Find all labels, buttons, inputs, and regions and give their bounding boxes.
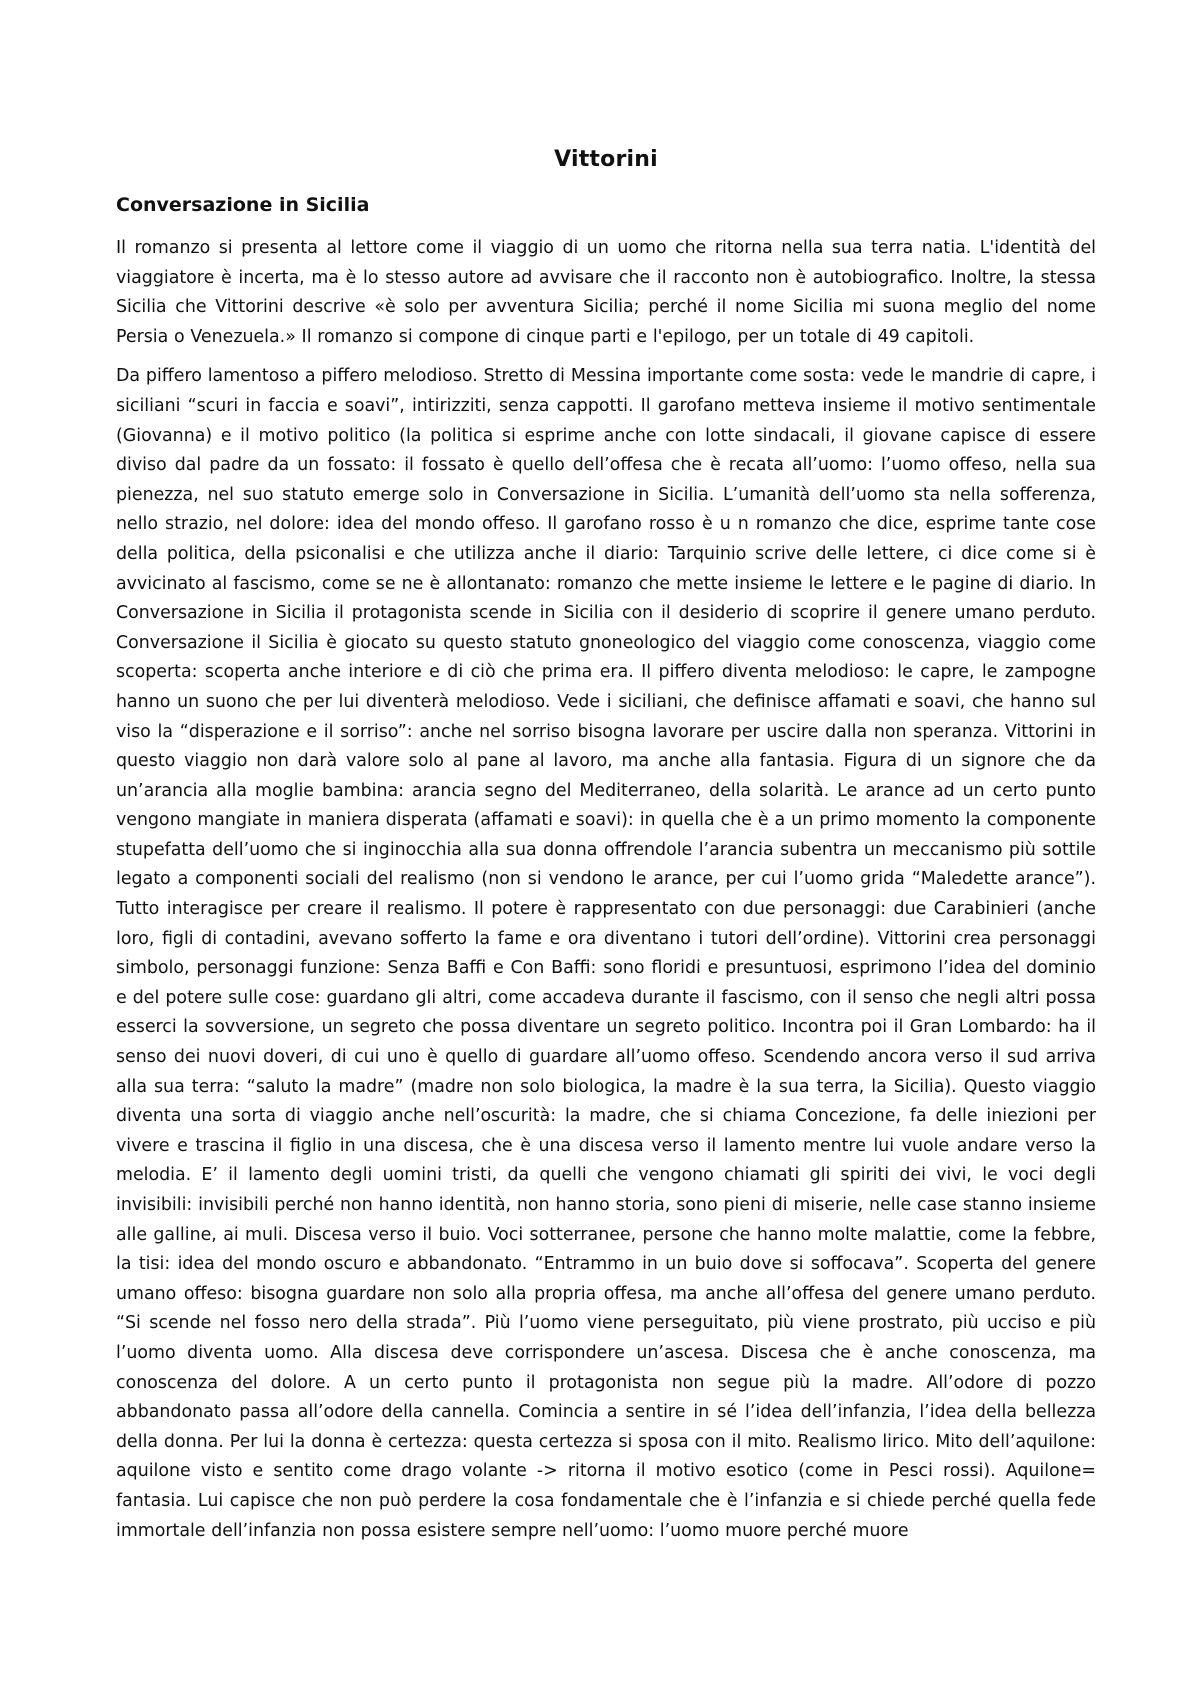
paragraph-intro: Il romanzo si presenta al lettore come il viaggio di un uomo che ritorna nella sua terra natia. L'identità del viaggiatore è incerta, ma è lo stesso autore ad avvisare che il racconto non è autobiografico. Inoltre, la stessa Sicilia che Vittorini descrive «è solo per avventura Sicilia; perché il nome Sicilia mi suona meglio del nome Persia o Venezuela.» Il romanzo si compone di cinque parti e l'epilogo, per un totale di 49 capitoli.: [116, 238, 1096, 347]
paragraph-main: Da piffero lamentoso a piffero melodioso. Stretto di Messina importante come sosta: vede le mandrie di capre, i siciliani “scuri in faccia e soavi”, intirizziti, senza cappotti. Il garofano metteva insieme il motivo sentimentale (Giovanna) e il motivo politico (la politica si esprime anche con lotte sindacali, il giovane capisce di essere diviso dal padre da un fossato: il fossato è quello dell’offesa che è recata all’uomo: l’uomo offeso, nella sua pienezza, nel suo statuto emerge solo in Conversazione in Sicilia. L’umanità dell’uomo sta nella sofferenza, nello strazio, nel dolore: idea del mondo offeso. Il garofano rosso è u n romanzo che dice, esprime tante cose della politica, della psiconalisi e che utilizza anche il diario: Tarquinio scrive delle lettere, ci dice come si è avvicinato al fascismo, come se ne è allontanato: romanzo che mette insieme le lettere e le pagine di diario. In Conversazione in Sicilia il protagonista scende in Sicilia con il desiderio di scoprire il genere umano perduto. Conversazione il Sicilia è giocato su questo statuto gnoneologico del viaggio come conoscenza, viaggio come scoperta: scoperta anche interiore e di ciò che prima era. Il piffero diventa melodioso: le capre, le zampogne hanno un suono che per lui diventerà melodioso. Vede i siciliani, che definisce affamati e soavi, che hanno sul viso la “disperazione e il sorriso”: anche nel sorriso bisogna lavorare per uscire dalla non speranza. Vittorini in questo viaggio non darà valore solo al pane al lavoro, ma anche alla fantasia. Figura di un signore che da un’arancia alla moglie bambina: arancia segno del Mediterraneo, della solarità. Le arance ad un certo punto vengono mangiate in maniera disperata (affamati e soavi): in quella che è a un primo momento la componente stupefatta dell’uomo che si inginocchia alla sua donna offrendole l’arancia subentra un meccanismo più sottile legato a componenti sociali del realismo (non si vendono le arance, per cui l’uomo grida “Maledette arance”). Tutto interagisce per creare il realismo. Il potere è rappresentato con due personaggi: due Carabinieri (anche loro, figli di contadini, avevano sofferto la fame e ora diventano i tutori dell’ordine). Vittorini crea personaggi simbolo, personaggi funzione: Senza Baffi e Con Baffi: sono floridi e presuntuosi, esprimono l’idea del dominio e del potere sulle cose: guardano gli altri, come accadeva durante il fascismo, con il senso che negli altri possa esserci la sovversione, un segreto che possa diventare un segreto politico. Incontra poi il Gran Lombardo: ha il senso dei nuovi doveri, di cui uno è quello di guardare all’uomo offeso. Scendendo ancora verso il sud arriva alla sua terra: “saluto la madre” (madre non solo biologica, la madre è la sua terra, la Sicilia). Questo viaggio diventa una sorta di viaggio anche nell’oscurità: la madre, che si chiama Concezione, fa delle iniezioni per vivere e trascina il figlio in una discesa, che è una discesa verso il lamento mentre lui vuole andare verso la melodia. E’ il lamento degli uomini tristi, da quelli che vengono chiamati gli spiriti dei vivi, le voci degli invisibili: invisibili perché non hanno identità, non hanno storia, sono pieni di miserie, nelle case stanno insieme alle galline, ai muli. Discesa verso il buio. Voci sotterranee, persone che hanno molte malattie, come la febbre, la tisi: idea del mondo oscuro e abbandonato. “Entrammo in un buio dove si soffocava”. Scoperta del genere umano offeso: bisogna guardare non solo alla propria offesa, ma anche all’offesa del genere umano perduto. “Si scende nel fosso nero della strada”. Più l’uomo viene perseguitato, più viene prostrato, più ucciso e più l’uomo diventa uomo. Alla discesa deve corrispondere un’ascesa. Discesa che è anche conoscenza, ma conoscenza del dolore. A un certo punto il protagonista non segue più la madre. All’odore di pozzo abbandonato passa all’odore della cannella. Comincia a sentire in sé l’idea dell’infanzia, l’idea della bellezza della donna. Per lui la donna è certezza: questa certezza si sposa con il mito. Realismo lirico. Mito dell’aquilone: aquilone visto e sentito come drago volante -> ritorna il motivo esotico (come in Pesci rossi). Aquilone= fantasia. Lui capisce che non può perdere la cosa fondamentale che è l’infanzia e si chiede perché quella fede immortale dell’infanzia non possa esistere sempre nell’uomo: l’uomo muore perché muore: [116, 366, 1096, 1541]
document-body: [116, 146, 1096, 1554]
document-title: Vittorini: [554, 147, 658, 172]
document-subtitle: Conversazione in Sicilia: [116, 194, 370, 216]
